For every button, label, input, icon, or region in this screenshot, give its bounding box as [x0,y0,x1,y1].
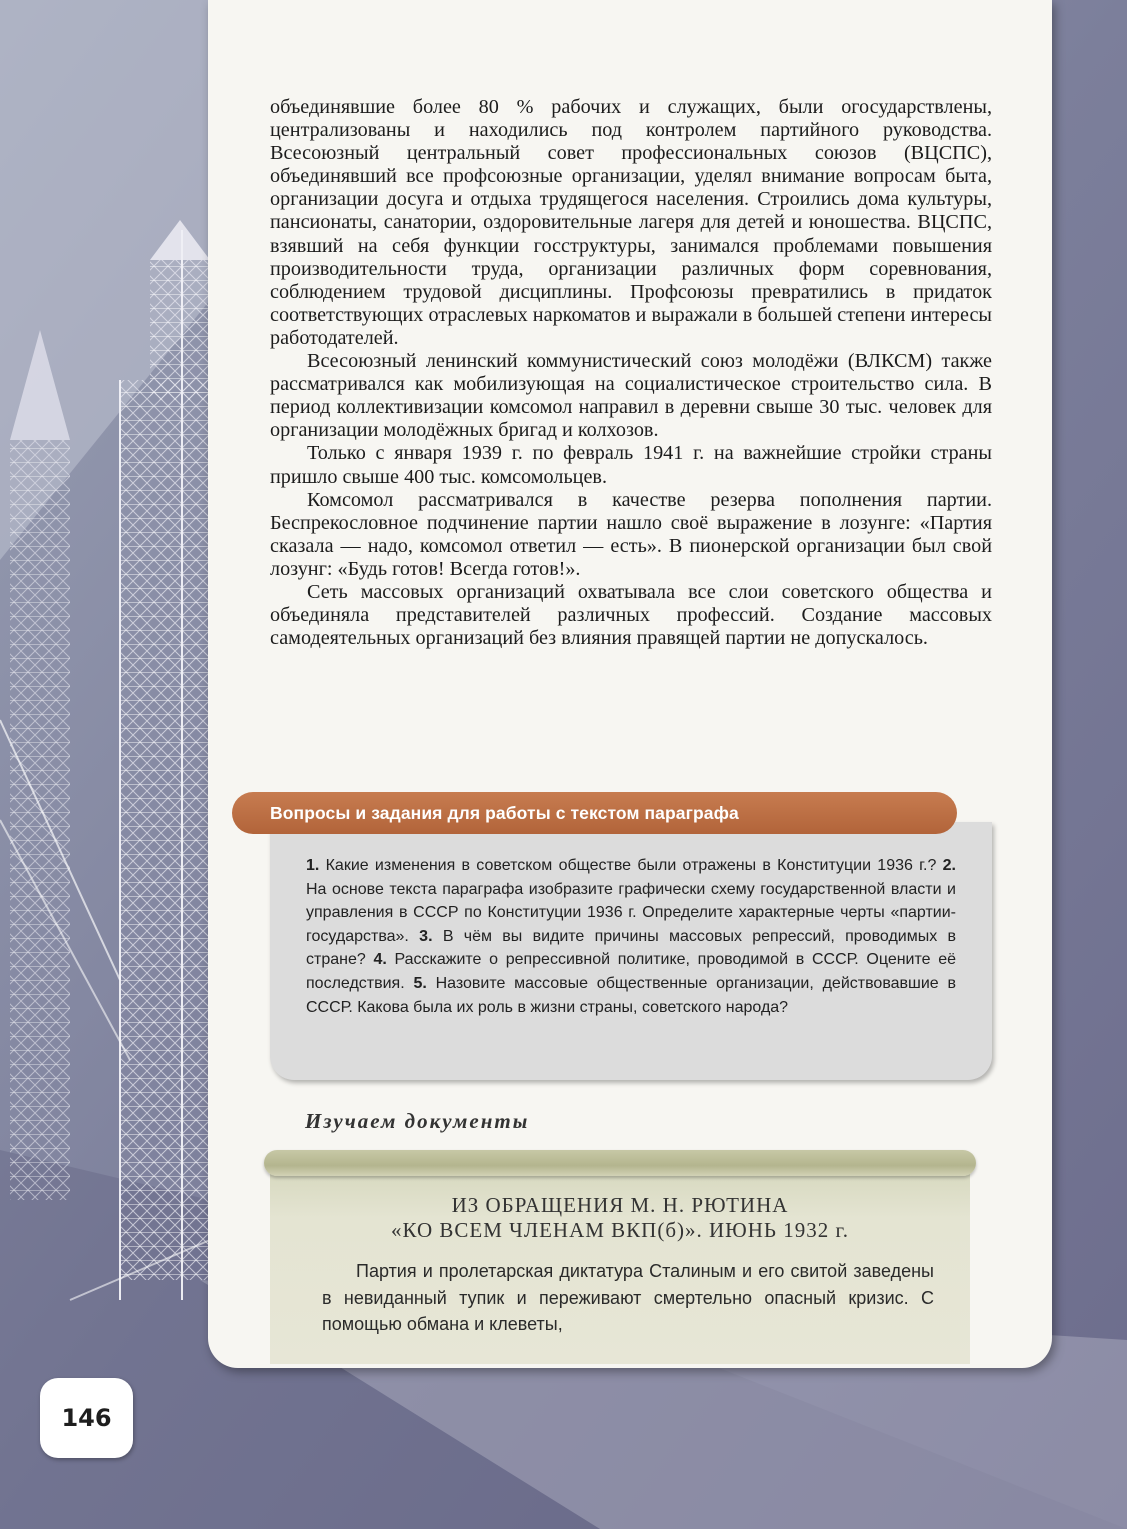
question-number: 4. [373,951,395,969]
paragraph: Всесоюзный ленинский коммунистический союз молодёжи (ВЛКСМ) также рассматривался как мобилизующая на социалистическое строительство сила. В период коллективизации комсомол направил в деревни свыше 30 тыс. человек для организации молодёжных бригад и колхозов. [270,350,992,442]
question: На основе текста параграфа изобразите графически схему государственной власти и управления в СССР по Конституции 1936 г. Определите характерные черты «партии-государства». [306,880,956,945]
paragraph: Комсомол рассматривался в качестве резерва пополнения партии. Беспрекословное подчинение партии нашло своё выражение в лозунге: «Партия сказала — надо, комсомол ответил — есть». В пионерской организации был свой лозунг: «Будь готов! Всегда готов!». [270,488,992,580]
document-text: Партия и пролетарская диктатура Сталиным и его свитой заведены в невиданный тупик и переживают смертельно опасный кризис. С помощью обмана и клеветы, [322,1261,934,1334]
question-number: 1. [306,857,326,874]
page-number: 146 [40,1378,133,1458]
document-title [270,1193,970,1243]
question: Расскажите о репрессивной политике, проводимой в СССР. Оцените её последствия. [306,951,957,992]
questions-text [306,854,956,1019]
questions-header: Вопросы и задания для работы с текстом параграфа [232,792,957,834]
question-number: 5. [413,974,436,992]
paragraph: объединявшие более 80 % рабочих и служащих, были огосударствлены, централизованы и находились под контролем партийного руководства. Всесоюзный центральный совет профессиональных союзов (ВЦСПС), объединявший все профсоюзные организации, уделял внимание вопросам быта, организации досуга и отдыха трудящегося населения. Строились дома культуры, пансионаты, санатории, оздоровительные лагеря для детей и юношества. ВЦСПС, взявший на себя функции госструктуры, занимался проблемами повышения производительности труда, организации различных форм соревнования, соблюдением трудовой дисциплины. Профсоюзы превратились в придаток соответствующих отраслевых наркоматов и выражали в большей степени интересы работодателей. [270,96,992,349]
question: Назовите массовые общественные организации, действовавшие в СССР. Какова была их роль в жизни страны, советского народа? [306,974,956,1016]
question-number: 2. [942,857,956,874]
document-title-line2: «КО ВСЕМ ЧЛЕНАМ ВКП(б)». ИЮНЬ 1932 г. [391,1218,849,1242]
main-text [270,96,992,650]
document-title-line1: ИЗ ОБРАЩЕНИЯ М. Н. РЮТИНА [451,1193,789,1217]
scroll-roll [264,1150,976,1176]
documents-heading: Изучаем документы [305,1109,530,1133]
paragraph: Сеть массовых организаций охватывала все слои советского общества и объединяла представителей различных профессий. Создание массовых самодеятельных организаций без влияния правящей партии не допускалось. [270,580,992,650]
question: Какие изменения в советском обществе были отражены в Конституции 1936 г.? [325,857,943,874]
paragraph: Только с января 1939 г. по февраль 1941 г. на важнейшие стройки страны пришло свыше 400 тыс. комсомольцев. [270,442,992,488]
question-number: 3. [419,927,443,945]
question: В чём вы видите причины массовых репрессий, проводимых в стране? [306,927,957,969]
